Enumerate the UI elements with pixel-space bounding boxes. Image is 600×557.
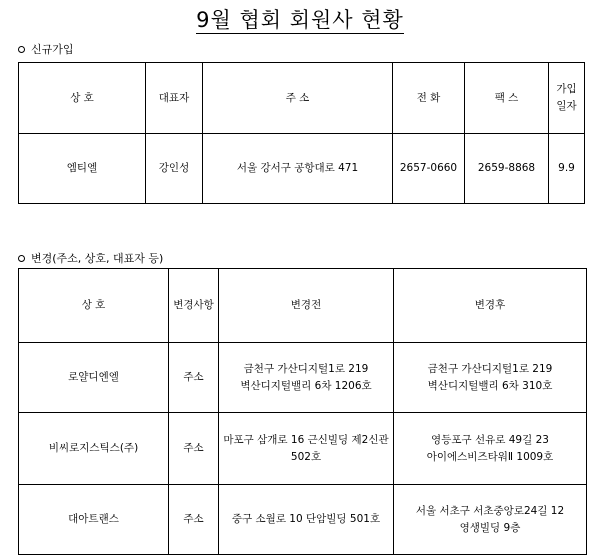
new-members-table — [18, 62, 585, 204]
header-before: 변경전 — [219, 269, 394, 343]
cell-after: 영등포구 선유로 49길 23 아이에스비즈타워Ⅱ 1009호 — [394, 413, 587, 485]
cell-before: 마포구 삼개로 16 근신빌딩 제2신관 502호 — [219, 413, 394, 485]
cell-join-date: 9.9 — [549, 134, 585, 204]
section-new-members-heading: 신규가입 — [18, 41, 74, 57]
header-ceo: 대표자 — [146, 63, 203, 134]
changes-table — [18, 268, 587, 555]
cell-phone: 2657-0660 — [393, 134, 465, 204]
cell-address: 서울 강서구 공항대로 471 — [203, 134, 393, 204]
header-join-date: 가입 일자 — [549, 63, 585, 134]
cell-after: 서울 서초구 서초중앙로24길 12 영생빌딩 9층 — [394, 485, 587, 555]
cell-before: 중구 소월로 10 단암빌딩 501호 — [219, 485, 394, 555]
cell-after: 금천구 가산디지털1로 219 벽산디지털밸리 6차 310호 — [394, 343, 587, 413]
table-header-row — [19, 63, 585, 134]
header-fax: 팩 스 — [465, 63, 549, 134]
cell-name: 대아트랜스 — [19, 485, 169, 555]
cell-fax: 2659-8868 — [465, 134, 549, 204]
cell-change-type: 주소 — [169, 343, 219, 413]
cell-change-type: 주소 — [169, 413, 219, 485]
cell-name: 비씨로지스틱스(주) — [19, 413, 169, 485]
cell-ceo: 강인성 — [146, 134, 203, 204]
cell-name: 엠티엘 — [19, 134, 146, 204]
header-name: 상 호 — [19, 269, 169, 343]
cell-before: 금천구 가산디지털1로 219 벽산디지털밸리 6차 1206호 — [219, 343, 394, 413]
cell-change-type: 주소 — [169, 485, 219, 555]
table-row — [19, 343, 587, 413]
header-after: 변경후 — [394, 269, 587, 343]
header-phone: 전 화 — [393, 63, 465, 134]
page-title: 9월 협회 회원사 현황 — [196, 8, 404, 32]
header-address: 주 소 — [203, 63, 393, 134]
section-changes-heading: 변경(주소, 상호, 대표자 등) — [18, 250, 163, 266]
cell-name: 로얄디엔엘 — [19, 343, 169, 413]
table-row — [19, 413, 587, 485]
table-row — [19, 485, 587, 555]
header-change-type: 변경사항 — [169, 269, 219, 343]
circle-bullet-icon — [18, 46, 25, 53]
header-name: 상 호 — [19, 63, 146, 134]
table-header-row — [19, 269, 587, 343]
table-row — [19, 134, 585, 204]
circle-bullet-icon — [18, 255, 25, 262]
